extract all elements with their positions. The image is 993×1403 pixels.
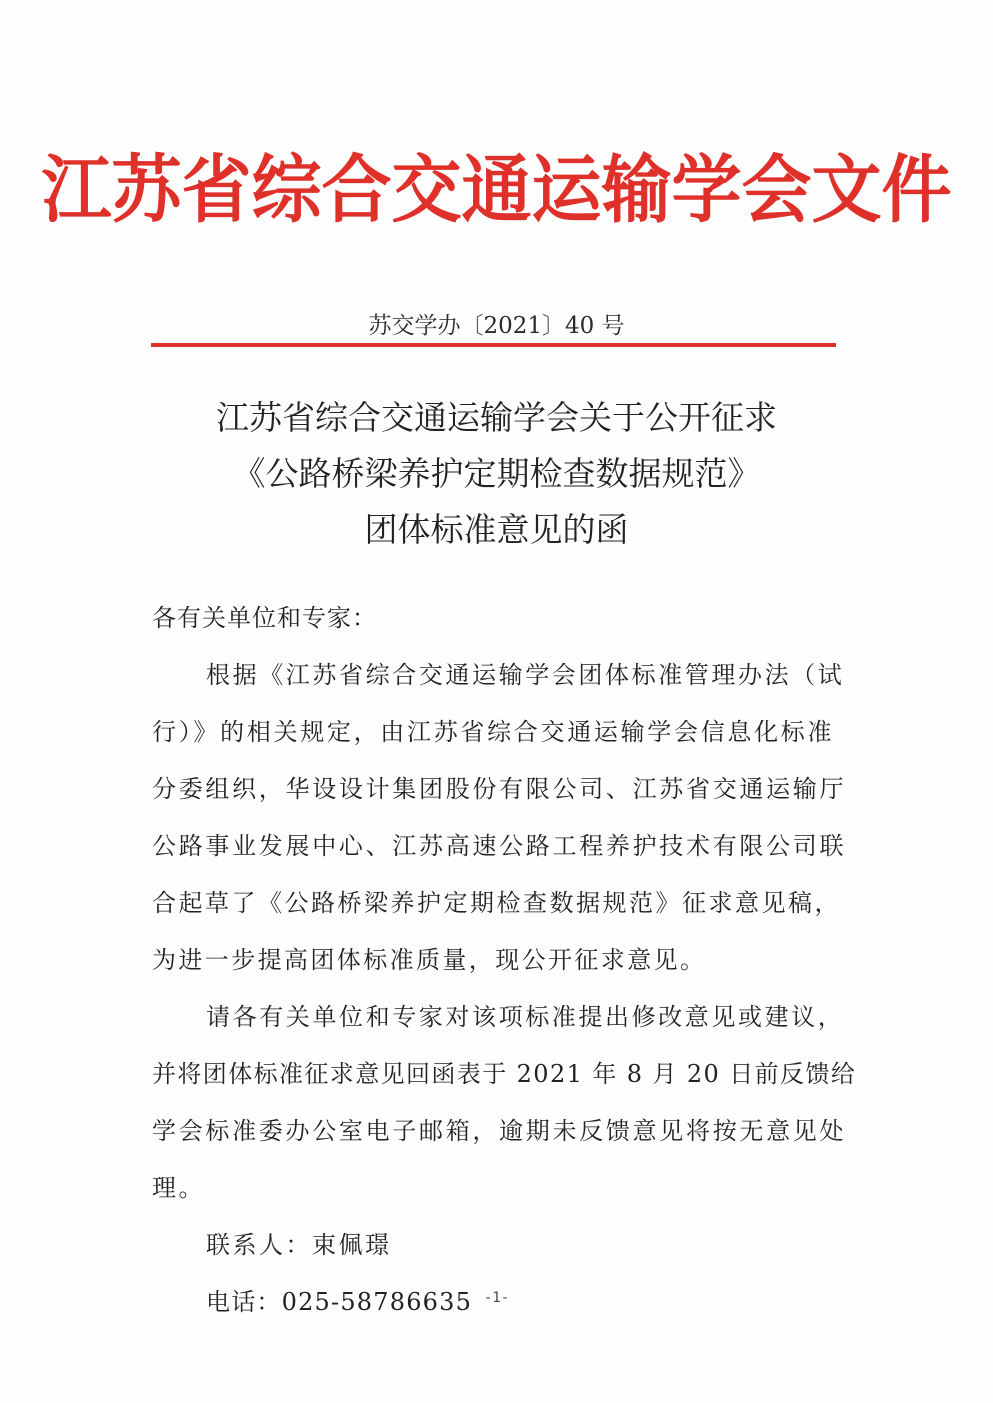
subject-heading [0, 390, 993, 558]
page-number: -1- [483, 1290, 510, 1306]
paragraph-line: 公路事业发展中心、江苏高速公路工程养护技术有限公司联 [152, 832, 847, 860]
subject-line: 团体标准意见的函 [364, 510, 629, 549]
red-divider-line [151, 343, 836, 347]
salutation: 各有关单位和专家： [152, 604, 377, 632]
paragraph-line: 为进一步提高团体标准质量，现公开征求意见。 [152, 946, 707, 974]
paragraph-line: 并将团体标准征求意见回函表于 2021 年 8 月 20 日前反馈给 [152, 1060, 857, 1088]
paragraph-line: 学会标准委办公室电子邮箱，逾期未反馈意见将按无意见处 [152, 1117, 847, 1145]
subject-line: 《公路桥梁养护定期检查数据规范》 [232, 454, 761, 493]
paragraph-line: 行）》的相关规定，由江苏省综合交通运输学会信息化标准 [152, 718, 835, 746]
contact-person: 联系人：束佩璟 [206, 1231, 392, 1259]
paragraph-line: 根据《江苏省综合交通运输学会团体标准管理办法（试 [206, 661, 845, 689]
contact-phone: 电话：025-58786635 [206, 1288, 473, 1316]
paragraph-line: 理。 [152, 1174, 205, 1202]
paragraph-line: 请各有关单位和专家对该项标准提出修改意见或建议， [206, 1003, 845, 1031]
paragraph-line: 分委组织，华设设计集团股份有限公司、江苏省交通运输厅 [152, 775, 847, 803]
document-number: 苏交学办〔2021〕40 号 [368, 313, 625, 339]
paragraph-line: 合起草了《公路桥梁养护定期检查数据规范》征求意见稿， [152, 889, 841, 917]
document-header-title: 江苏省综合交通运输学会文件 [41, 145, 952, 234]
subject-line: 江苏省综合交通运输学会关于公开征求 [216, 398, 777, 437]
